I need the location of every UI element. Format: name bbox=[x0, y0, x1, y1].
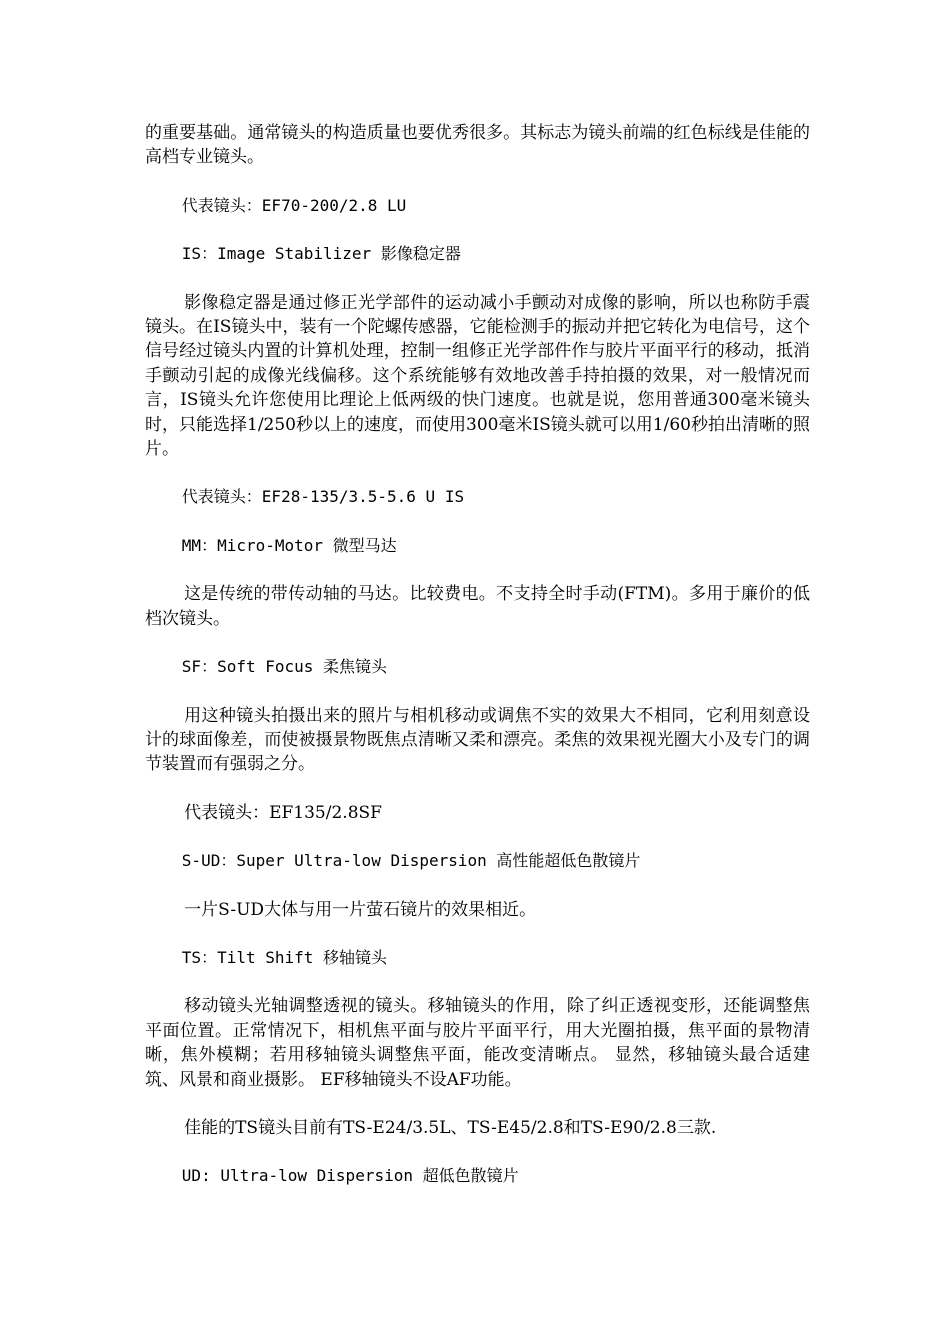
paragraph-continuation: 的重要基础。通常镜头的构造质量也要优秀很多。其标志为镜头前端的红色标线是佳能的高档专业镜头。 bbox=[145, 123, 810, 168]
paragraph-heading-mm: MM：Micro-Motor 微型马达 bbox=[181, 535, 397, 555]
paragraph-s-ud-description: 一片S-UD大体与用一片萤石镜片的效果相近。 bbox=[184, 899, 537, 920]
paragraph-representative-lens-ef135: 代表镜头：EF135/2.8SF bbox=[184, 802, 382, 823]
paragraph-heading-s-ud: S-UD：Super Ultra-low Dispersion 高性能超低色散镜片 bbox=[181, 851, 641, 871]
paragraph-heading-is: IS：Image Stabilizer 影像稳定器 bbox=[181, 244, 461, 264]
paragraph-mm-description: 这是传统的带传动轴的马达。比较费电。不支持全时手动(FTM)。多用于廉价的低档次镜头。 bbox=[145, 584, 810, 629]
paragraph-ts-description: 移动镜头光轴调整透视的镜头。移轴镜头的作用，除了纠正透视变形，还能调整焦平面位置。正常情况下，相机焦平面与胶片平面平行，用大光圈拍摄，焦平面的景物清晰，焦外模糊；若用移轴镜头调整焦平面，能改变清晰点。 显然，移轴镜头最合适建筑、风景和商业摄影。 EF移轴镜头不设AF功能。 bbox=[145, 996, 810, 1090]
paragraph-representative-lens-ef70-200: 代表镜头：EF70-200/2.8 LU bbox=[181, 195, 407, 215]
paragraph-sf-description: 用这种镜头拍摄出来的照片与相机移动或调焦不实的效果大不相同，它利用刻意设计的球面像差，而使被摄景物既焦点清晰又柔和漂亮。柔焦的效果视光圈大小及专门的调节装置而有强弱之分。 bbox=[145, 705, 810, 775]
paragraph-is-description: 影像稳定器是通过修正光学部件的运动减小手颤动对成像的影响，所以也称防手震镜头。在IS镜头中，装有一个陀螺传感器，它能检测手的振动并把它转化为电信号，这个信号经过镜头内置的计算机处理，控制一组修正光学部件作与胶片平面平行的移动，抵消手颤动引起的成像光线偏移。这个系统能够有效地改善手持拍摄的效果，对一般情况而言，IS镜头允许您使用比理论上低两级的快门速度。也就是说，您用普通300毫米镜头时，只能选择1/250秒以上的速度，而使用300毫米IS镜头就可以用1/60秒拍出清晰的照片。 bbox=[145, 292, 810, 460]
document-body bbox=[145, 121, 810, 1213]
paragraph-ts-lens-list: 佳能的TS镜头目前有TS-E24/3.5L、TS-E45/2.8和TS-E90/2.8三款. bbox=[184, 1117, 717, 1138]
paragraph-heading-ts: TS：Tilt Shift 移轴镜头 bbox=[181, 947, 388, 967]
paragraph-heading-sf: SF：Soft Focus 柔焦镜头 bbox=[181, 657, 388, 677]
paragraph-representative-lens-ef28-135: 代表镜头：EF28-135/3.5-5.6 U IS bbox=[181, 487, 465, 507]
paragraph-heading-ud: UD: Ultra-low Dispersion 超低色散镜片 bbox=[181, 1166, 519, 1186]
